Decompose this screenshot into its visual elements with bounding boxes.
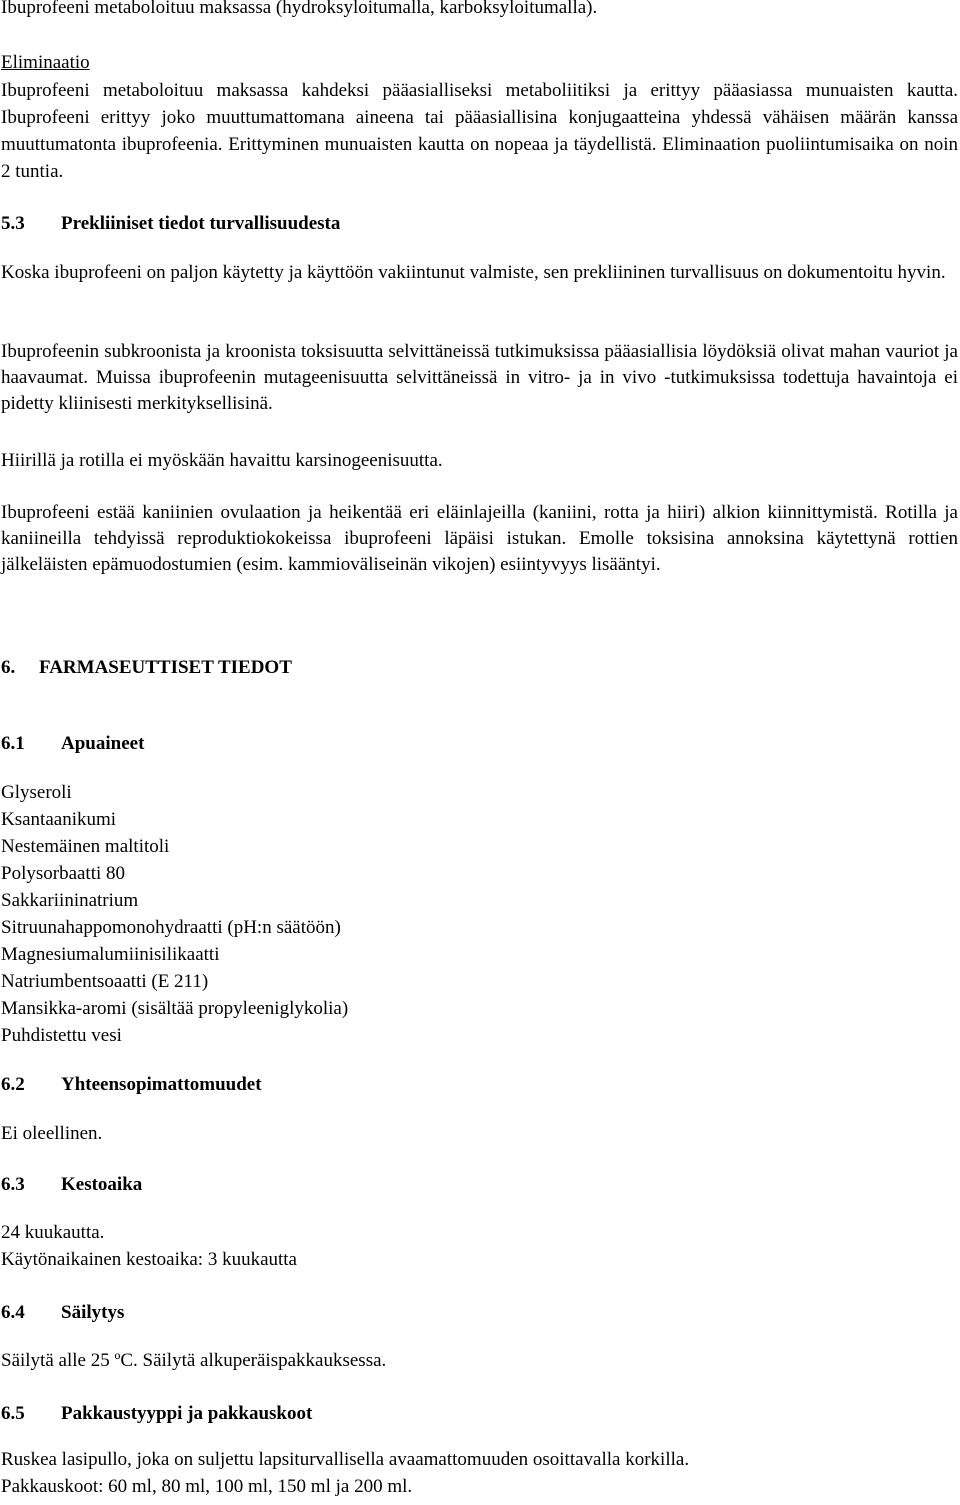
incompatibilities-text: Ei oleellinen. [1,1123,103,1144]
preclinical-paragraph-4: Ibuprofeeni estää kaniinien ovulaation ja heikentää eri eläinlajeilla (kaniini, rotta ja hiiri) alkion kiinnittymistä. Rotilla ja kaniineilla tehdyissä reproduktiokokeissa ibuprofeeni läpäisi istukan. Emolle toksisina annoksina käytettynä rottien jälkeläisten epämuodostumien (esim. kammioväliseinän vikojen) esiintyvyys lisääntyi. [1,502,958,575]
section-6-3-heading [1,1172,958,1198]
excipient-item: Mansikka-aromi (sisältää propyleeniglykolia) [1,998,349,1019]
section-number: 6.2 [1,1074,25,1095]
preclinical-paragraph-2: Ibuprofeenin subkroonista ja kroonista toksisuutta selvittäneissä tutkimuksissa pääasiallisia löydöksiä olivat mahan vauriot ja haavaumat. Muissa ibuprofeenin mutageenisuutta selvittäneissä in vitro- ja in vivo -tutkimuksissa todettuja havaintoja ei pidetty kliinisesti merkityksellisinä. [1,341,958,414]
section-6-1-heading [1,731,958,757]
excipient-item: Ksantaanikumi [1,809,117,830]
section-number: 6.3 [1,1174,25,1195]
section-6-4-heading [1,1300,958,1326]
metabolism-paragraph: Ibuprofeeni metaboloituu maksassa (hydroksyloitumalla, karboksyloitumalla). [1,0,598,18]
container-text: Ruskea lasipullo, joka on suljettu lapsiturvallisella avaamattomuuden osoittavalla korkilla. [1,1449,690,1470]
excipient-item: Nestemäinen maltitoli [1,836,170,857]
section-title: FARMASEUTTISET TIEDOT [39,657,292,678]
elimination-heading: Eliminaatio [1,52,90,73]
section-title: Apuaineet [61,733,145,754]
section-title: Pakkaustyyppi ja pakkauskoot [61,1403,313,1424]
excipient-item: Polysorbaatti 80 [1,863,126,884]
excipient-item: Natriumbentsoaatti (E 211) [1,971,209,992]
section-number: 6. [1,657,16,678]
section-title: Prekliiniset tiedot turvallisuudesta [61,213,341,234]
excipient-item: Sakkariininatrium [1,890,139,911]
storage-text: Säilytä alle 25 ºC. Säilytä alkuperäispakkauksessa. [1,1350,387,1371]
in-use-shelf-life-text: Käytönaikainen kestoaika: 3 kuukautta [1,1249,297,1270]
section-number: 6.5 [1,1403,25,1424]
section-number: 6.4 [1,1302,25,1323]
preclinical-paragraph-3: Hiirillä ja rotilla ei myöskään havaittu karsinogeenisuutta. [1,450,443,471]
section-title: Kestoaika [61,1174,143,1195]
pack-sizes-text: Pakkauskoot: 60 ml, 80 ml, 100 ml, 150 ml ja 200 ml. [1,1476,413,1497]
excipient-item: Glyseroli [1,782,72,803]
shelf-life-text: 24 kuukautta. [1,1222,105,1243]
excipients-list [1,779,958,1049]
section-6-heading [1,655,958,681]
excipient-item: Puhdistettu vesi [1,1025,122,1046]
preclinical-paragraph-1: Koska ibuprofeeni on paljon käytetty ja käyttöön vakiintunut valmiste, sen prekliininen turvallisuus on dokumentoitu hyvin. [1,262,946,283]
section-title: Yhteensopimattomuudet [61,1074,262,1095]
section-number: 6.1 [1,733,25,754]
excipient-item: Magnesiumalumiinisilikaatti [1,944,220,965]
excipient-item: Sitruunahappomonohydraatti (pH:n säätöön) [1,917,341,938]
section-number: 5.3 [1,213,25,234]
elimination-paragraph: Ibuprofeeni metaboloituu maksassa kahdeksi pääasialliseksi metaboliitiksi ja erittyy pääasiassa munuaisten kautta. Ibuprofeeni erittyy joko muuttumattomana aineena tai pääasiallisina konjugaatteina yhdessä vähäisen määrän kanssa muuttumatonta ibuprofeenia. Erittyminen munuaisten kautta on nopeaa ja täydellistä. Eliminaation puoliintumisaika on noin 2 tuntia. [1,80,958,182]
section-6-5-heading [1,1401,958,1427]
section-title: Säilytys [61,1302,125,1323]
section-6-2-heading [1,1072,958,1098]
section-5-3-heading [1,211,958,237]
